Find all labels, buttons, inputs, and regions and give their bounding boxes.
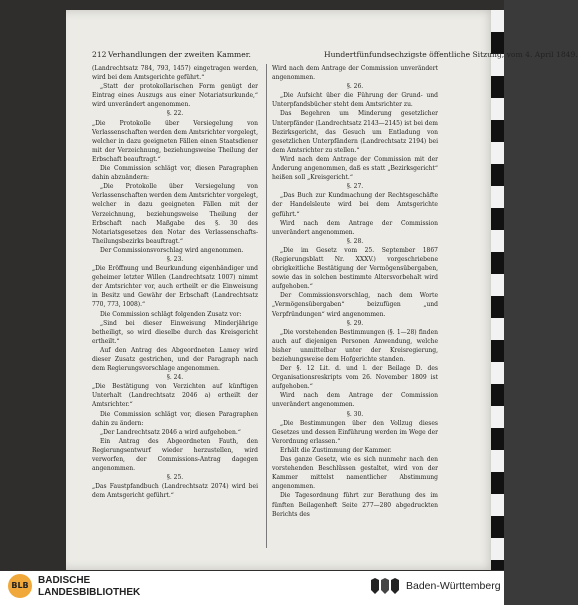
paragraph: Die Commission schlägt folgenden Zusatz vor: bbox=[100, 310, 242, 318]
page-header bbox=[92, 50, 578, 64]
section-heading: §. 27. bbox=[346, 183, 364, 191]
paragraph: „Die Protokolle über Versiegelung von Verlassenschaften werden dem Amtsrichter vorgelegt, welcher in dazu geeigneten Fällen einen Staatsdiener mit der Verzeichnung, beziehungsweise Theilung der Erbschaft beauftragt.“ bbox=[92, 119, 258, 163]
page-number: 212 bbox=[92, 50, 107, 59]
section-heading: §. 24. bbox=[166, 374, 184, 382]
paragraph: „Das Buch zur Kundmachung der Rechtsgeschäfte der Handelsleute wird bei dem Amtsgerichte geführt.“ bbox=[272, 192, 438, 218]
paragraph: Der Commissionsvorschlag, nach dem Worte „Vermögensübergaben“ beizufügen „und Verpfründungen“ wird angenommen. bbox=[272, 292, 438, 318]
scan-ruler-strip bbox=[491, 10, 504, 570]
section-heading: §. 26. bbox=[346, 83, 364, 91]
paragraph: „Statt der protokollarischen Form genügt der Eintrag eines Auszugs aus einer Notariatsurkunde,“ wird unverändert angenommen. bbox=[92, 83, 258, 109]
paragraph: „Die im Gesetz vom 25. September 1867 (Regierungsblatt Nr. XXXV.) vorgeschriebene obrigkeitliche Bestätigung der Vermögensübergaben, sowie das in solchen bestimmte Altersvorbehalt wird aufgehoben.“ bbox=[272, 246, 438, 291]
session-info: Hundertfünfundsechzigste öffentliche Sitzung, vom 4. April 1849. bbox=[324, 50, 578, 59]
paragraph: Die Tagesordnung führt zur Berathung des im fünften Beilagenheft Seite 277—280 abgedruckten Berichts des bbox=[272, 492, 438, 518]
paragraph: Wird nach dem Antrage der Commission unverändert angenommen. bbox=[272, 65, 438, 82]
paragraph: „Sind bei dieser Einweisung Minderjährige betheiligt, so wird dieselbe durch das Kreisgericht ertheilt.“ bbox=[92, 319, 258, 345]
blb-logo: BLB bbox=[8, 574, 32, 598]
baden-wuerttemberg-emblem bbox=[368, 576, 402, 598]
section-heading: §. 25. bbox=[166, 474, 184, 482]
blb-name-line1: BADISCHE bbox=[38, 575, 91, 586]
blb-name-line2: LANDESBIBLIOTHEK bbox=[38, 587, 141, 598]
paragraph: „Die Bestätigung von Verzichten auf künftigen Unterhalt (Landrechtsatz 2046 a) ertheilt der Amtsrichter.“ bbox=[92, 383, 258, 409]
publication-title: Verhandlungen der zweiten Kammer. bbox=[108, 50, 251, 59]
paragraph: Wird nach dem Antrage der Commission unverändert angenommen. bbox=[272, 219, 438, 236]
paragraph: Auf den Antrag des Abgeordneten Lamey wird dieser Zusatz gestrichen, und der Paragraph nach dem Regierungsvorschlage angenommen. bbox=[92, 346, 258, 373]
paragraph: Das Begehren um Minderung gesetzlicher Unterpfänder (Landrechtsatz 2143—2145) ist bei dem Bezirksgericht, das Gesuch um Entladung von gesetzlichen Unterpfändern (Landrechtsatz 2194) bei dem Amtsrichter zu stellen.“ bbox=[272, 110, 438, 154]
section-heading: §. 22. bbox=[166, 110, 184, 118]
paragraph: (Landrechtsatz 784, 793, 1457) eingetragen werden, wird bei dem Amtsgerichte geführt.“ bbox=[92, 65, 258, 82]
right-column bbox=[272, 64, 438, 548]
paragraph: Erhält die Zustimmung der Kammer. bbox=[280, 446, 392, 454]
paragraph: Die Commission schlägt vor, diesen Paragraphen dahin abzuändern: bbox=[92, 165, 258, 182]
paragraph: „Die Aufsicht über die Führung der Grund- und Unterpfandsbücher steht dem Amtsrichter zu. bbox=[272, 92, 438, 109]
paragraph: Wird nach dem Antrage der Commission unverändert angenommen. bbox=[272, 392, 438, 409]
paragraph: Der §. 12 Lit. d. und l. der Beilage D. des Organisationsreskripts vom 26. November 1809 ist aufgehoben.“ bbox=[272, 365, 438, 391]
paragraph: „Das Faustpfandbuch (Landrechtsatz 2074) wird bei dem Amtsgericht geführt.“ bbox=[92, 483, 258, 500]
paragraph: „Die Protokolle über Versiegelung von Verlassenschaften werden dem Amtsrichter vorgelegt, welcher in dazu geeigneten Fällen mit der Verzeichnung, beziehungsweise Theilung der Erbschaft nach Maßgabe des §. 30 des Notariatsgesetzes den Notar des Verlassenschafts-Theilungsbezirks beauftragt.“ bbox=[92, 183, 258, 245]
section-heading: §. 30. bbox=[346, 410, 364, 418]
paragraph: „Die Bestimmungen über den Vollzug dieses Gesetzes und dessen Einführung werden im Wege der Verordnung erlassen.“ bbox=[272, 419, 438, 445]
section-heading: §. 23. bbox=[166, 255, 184, 263]
paragraph: „Die vorstehenden Bestimmungen (§. 1—28) finden auch auf diejenigen Personen Anwendung, welche bisher unmittelbar unter der Kreisregierung, beziehungsweise dem Hofgerichte standen. bbox=[272, 328, 438, 363]
paragraph: Wird nach dem Antrage der Commission mit der Änderung angenommen, daß es statt „Bezirksgericht“ heißen soll „Kreisgericht.“ bbox=[272, 155, 438, 182]
section-heading: §. 29. bbox=[346, 319, 364, 327]
baden-wuerttemberg-label: Baden-Württemberg bbox=[406, 580, 501, 592]
paragraph: „Der Landrechtsatz 2046 a wird aufgehoben.“ bbox=[100, 428, 241, 436]
section-heading: §. 28. bbox=[346, 237, 364, 245]
column-divider bbox=[266, 64, 267, 548]
paragraph: „Die Eröffnung und Beurkundung eigenhändiger und geheimer letzter Willen (Landrechtsatz 1007) nimmt der Amtsrichter vor, auch ertheilt er die Einweisung in Besitz und Gewähr der Erbschaft (Landrechtsatz 770, 773, 1008).“ bbox=[92, 265, 258, 309]
left-column bbox=[92, 64, 258, 548]
paragraph: Die Commission schlägt vor, diesen Paragraphen dahin zu ändern: bbox=[92, 410, 258, 427]
paragraph: Das ganze Gesetz, wie es sich nunmehr nach den vorstehenden Beschlüssen gestaltet, wird von der Kammer mittelst namentlicher Abstimmung angenommen. bbox=[272, 456, 438, 491]
paragraph: Der Commissionsvorschlag wird angenommen. bbox=[100, 246, 244, 254]
paragraph: Ein Antrag des Abgeordneten Fauth, den Regierungsentwurf wieder herzustellen, wird verworfen, der Commissions-Antrag dagegen angenommen. bbox=[92, 437, 258, 473]
